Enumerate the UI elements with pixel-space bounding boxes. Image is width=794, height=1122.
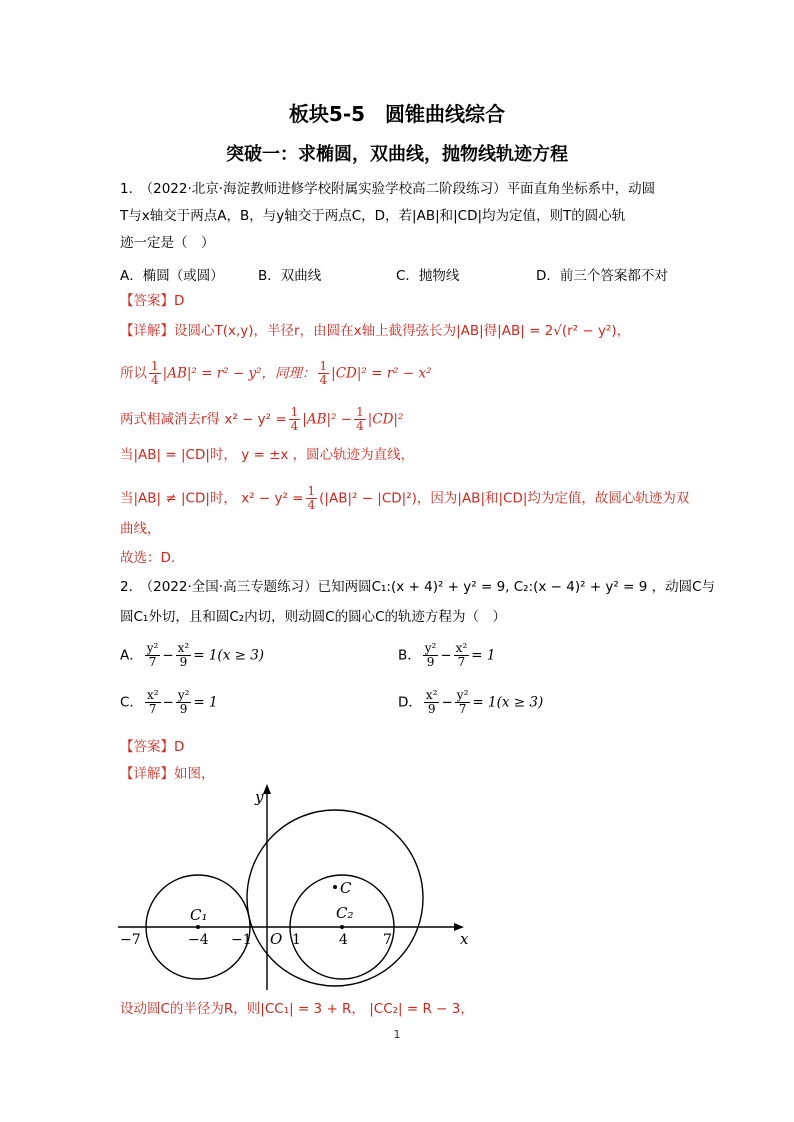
circle-c-moving bbox=[247, 810, 423, 986]
center-c-point bbox=[333, 885, 337, 889]
q1-detail-line6: 曲线， bbox=[120, 521, 161, 537]
q1-answer: 【答案】D bbox=[120, 293, 185, 309]
q1-detail-line4: 当|AB| = |CD|时， y = ±x ，圆心轨迹为直线， bbox=[120, 447, 415, 463]
q2-option-a: A． $\frac{\text{y²}}{7}$ − $\frac{\text{x²}}{9}$ = 1(x ≥ 3) bbox=[120, 641, 265, 669]
q1-detail-line3: 两式相减消去r得 x² − y² = $\frac{1}{4}$ |AB|² − $\frac{1}{4}$ |CD|² bbox=[120, 405, 404, 433]
center-c-label: C bbox=[340, 879, 352, 897]
q2-stem-line2: 圆C₁外切，且和圆C₂内切，则动圆C的圆心C的轨迹方程为（ ） bbox=[120, 609, 507, 625]
tick-label: 7 bbox=[383, 932, 392, 948]
q2-answer: 【答案】D bbox=[120, 739, 185, 755]
x-axis-label: x bbox=[460, 930, 469, 948]
tick-label: −4 bbox=[188, 932, 209, 948]
q1-option-a: A．椭圆（或圆） bbox=[120, 268, 224, 284]
fraction-one-quarter: $\frac{1}{4}$ bbox=[290, 405, 299, 433]
q1-stem-line2: T与x轴交于两点A，B，与y轴交于两点C，D，若|AB|和|CD|均为定值，则T的圆心轨 bbox=[120, 208, 626, 224]
page-title: 板块5-5 圆锥曲线综合 bbox=[288, 102, 506, 126]
tick-label: 4 bbox=[339, 932, 348, 948]
q1-detail-line5: 当|AB| ≠ |CD|时， x² − y² = $\frac{1}{4}$ (|AB|² − |CD|²)，因为|AB|和|CD|均为定值，故圆心轨迹为双 bbox=[120, 484, 690, 512]
fraction-one-quarter: $\frac{1}{4}$ bbox=[319, 359, 328, 387]
tick-label: −1 bbox=[231, 932, 252, 948]
q2-option-d: D． $\frac{\text{x²}}{9}$ − $\frac{\text{y²}}{7}$ = 1(x ≥ 3) bbox=[398, 688, 544, 716]
fraction-one-quarter: $\frac{1}{4}$ bbox=[356, 405, 364, 433]
tick-label: 1 bbox=[292, 932, 301, 948]
q1-detail-line1: 【详解】设圆心T(x,y)，半径r，由圆在x轴上截得弦长为|AB|得|AB| = 2√(r² − y²)， bbox=[120, 323, 631, 339]
q1-stem-line3: 迹一定是（ ） bbox=[120, 235, 215, 251]
q2-option-c: C． $\frac{\text{x²}}{7}$ − $\frac{\text{y²}}{9}$ = 1 bbox=[120, 688, 218, 716]
fraction-one-quarter: $\frac{1}{4}$ bbox=[151, 359, 159, 387]
q1-conclusion: 故选：D. bbox=[120, 550, 176, 566]
y-axis-label: y bbox=[255, 788, 264, 806]
section-subtitle: 突破一：求椭圆，双曲线，抛物线轨迹方程 bbox=[226, 144, 568, 165]
y-axis-arrow bbox=[263, 784, 271, 794]
page-number: 1 bbox=[393, 1028, 401, 1041]
q2-stem-line1: 2. （2022·全国·高三专题练习）已知两圆C₁:(x + 4)² + y² = 9, C₂:(x − 4)² + y² = 9 ，动圆C与 bbox=[120, 579, 716, 595]
center-c1-point bbox=[196, 925, 200, 929]
q2-detail-line1: 【详解】如图， bbox=[120, 766, 215, 782]
center-c2-point bbox=[340, 925, 344, 929]
q1-option-b: B．双曲线 bbox=[258, 268, 322, 284]
origin-label: O bbox=[270, 930, 283, 948]
center-c2-label: C₂ bbox=[336, 904, 354, 922]
tick-label: −7 bbox=[120, 932, 141, 948]
q1-detail-line2: 所以 $\frac{1}{4}$ |AB|² = r² − y²，同理： $\frac{1}{4}$ |CD|² = r² − x² bbox=[120, 359, 432, 387]
q1-stem-line1: 1. （2022·北京·海淀教师进修学校附属实验学校高二阶段练习）平面直角坐标系中，动圆 bbox=[120, 181, 656, 197]
center-c1-label: C₁ bbox=[190, 906, 208, 924]
q2-option-b: B． $\frac{\text{y²}}{9}$ − $\frac{\text{x²}}{7}$ = 1 bbox=[398, 641, 496, 669]
fraction-one-quarter: $\frac{1}{4}$ bbox=[307, 484, 316, 512]
q1-option-d: D．前三个答案都不对 bbox=[536, 268, 668, 284]
q2-detail-line2: 设动圆C的半径为R，则|CC₁| = 3 + R， |CC₂| = R − 3， bbox=[120, 1001, 474, 1017]
circles-diagram bbox=[110, 782, 480, 994]
q1-option-c: C．抛物线 bbox=[396, 268, 460, 284]
